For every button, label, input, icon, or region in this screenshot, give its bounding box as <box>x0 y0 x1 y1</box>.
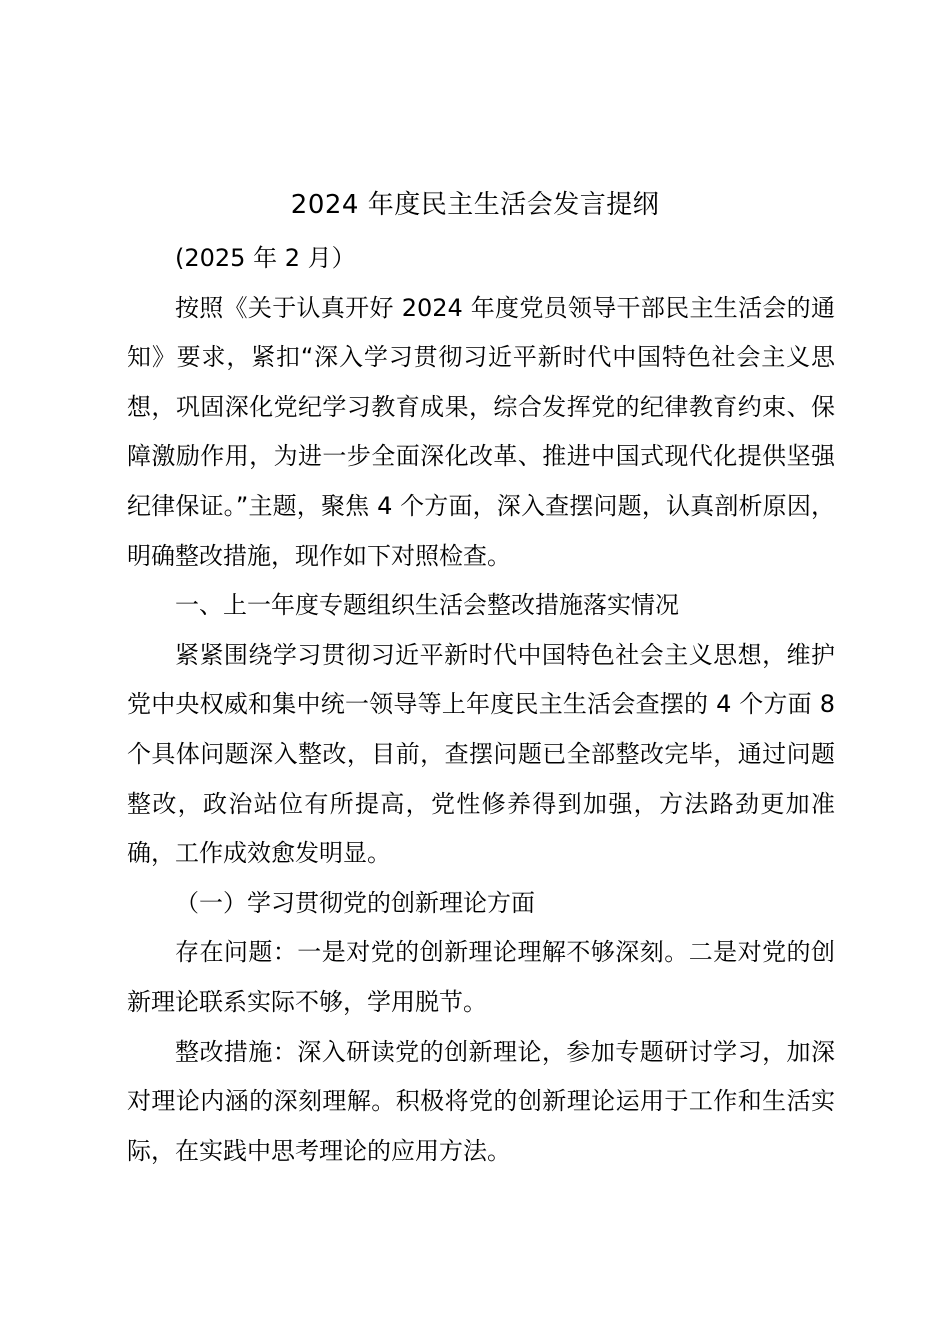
section-heading-1: 一、上一年度专题组织生活会整改措施落实情况 <box>175 591 679 620</box>
paragraph-measures: 整改措施：深入研读党的创新理论，参加专题研讨学习，加深对理论内涵的深刻理解。积极将党的创新理论运用于工作和生活实际，在实践中思考理论的应用方法。 <box>127 1037 835 1165</box>
paragraph-intro: 按照《关于认真开好 2024 年度党员领导干部民主生活会的通知》要求，紧扣“深入学习贯彻习近平新时代中国特色社会主义思想，巩固深化党纪学习教育成果，综合发挥党的纪律教育约束、保障激励作用，为进一步全面深化改革、推进中国式现代化提供坚强纪律保证。”主题，聚焦 4 个方面，深入查摆问题，认真剖析原因，明确整改措施，现作如下对照检查。 <box>127 293 835 570</box>
paragraph-problems: 存在问题：一是对党的创新理论理解不够深刻。二是对党的创新理论联系实际不够，学用脱节。 <box>127 938 835 1016</box>
paragraph-section-1: 紧紧围绕学习贯彻习近平新时代中国特色社会主义思想，维护党中央权威和集中统一领导等上年度民主生活会查摆的 4 个方面 8 个具体问题深入整改，目前，查摆问题已全部整改完毕，通过问题整改，政治站位有所提高，党性修养得到加强，方法路劲更加准确，工作成效愈发明显。 <box>127 640 835 868</box>
document-title: 2024 年度民主生活会发言提纲 <box>290 190 660 220</box>
subsection-heading-1: （一）学习贯彻党的创新理论方面 <box>175 888 535 917</box>
document-date: (2025 年 2 月） <box>175 244 356 272</box>
document-body <box>127 234 835 1176</box>
